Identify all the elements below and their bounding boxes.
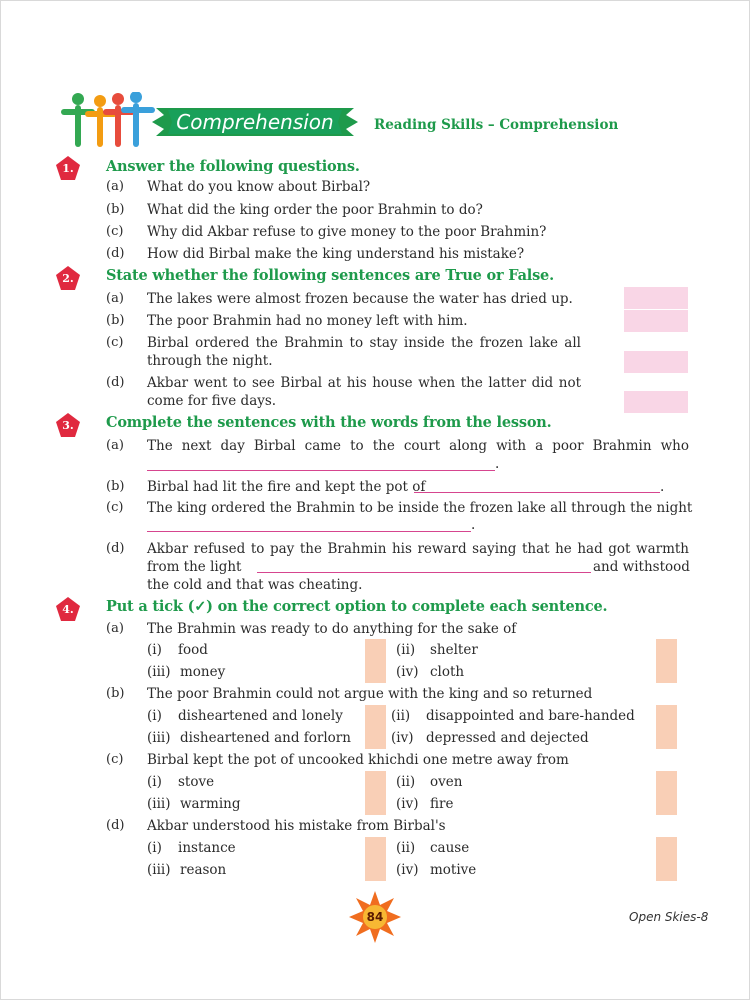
item-label: (c) bbox=[106, 335, 124, 350]
page-number: 84 bbox=[366, 910, 384, 924]
sentence-text-cont: and withstood bbox=[593, 559, 690, 575]
tick-box[interactable] bbox=[656, 837, 677, 859]
section-heading: State whether the following sentences are True or False. bbox=[106, 267, 554, 284]
item-label: (b) bbox=[106, 202, 125, 217]
option-number: (iii) bbox=[147, 862, 171, 878]
banner-title: Comprehension bbox=[176, 110, 334, 134]
true-false-answer-box[interactable] bbox=[624, 287, 688, 309]
item-label: (c) bbox=[106, 224, 124, 239]
item-label: (a) bbox=[106, 291, 124, 306]
statement-text: Akbar went to see Birbal at his house when the latter did not bbox=[147, 375, 581, 391]
question-number: 1. bbox=[62, 162, 74, 175]
section-heading: Complete the sentences with the words from the lesson. bbox=[106, 414, 552, 431]
question-number: 2. bbox=[62, 272, 74, 285]
item-label: (c) bbox=[106, 752, 124, 767]
question-text: The Brahmin was ready to do anything for the sake of bbox=[147, 621, 517, 637]
option-number: (iv) bbox=[396, 862, 419, 878]
comprehension-banner bbox=[150, 104, 360, 140]
tick-box[interactable] bbox=[365, 859, 386, 881]
question-text: The poor Brahmin could not argue with the king and so returned bbox=[147, 686, 593, 702]
tick-box[interactable] bbox=[656, 859, 677, 881]
sentence-text: The king ordered the Brahmin to be inside the frozen lake all through the night bbox=[147, 500, 693, 516]
option-text: fire bbox=[430, 796, 454, 812]
tick-box[interactable] bbox=[656, 639, 677, 661]
option-number: (i) bbox=[147, 840, 162, 856]
question-number-badge bbox=[55, 265, 81, 291]
section-heading: Put a tick (✓) on the correct option to complete each sentence. bbox=[106, 598, 608, 615]
tick-box[interactable] bbox=[365, 727, 386, 749]
option-number: (iv) bbox=[396, 796, 419, 812]
option-text: cloth bbox=[430, 664, 465, 680]
option-text: food bbox=[178, 642, 208, 658]
option-text: motive bbox=[430, 862, 477, 878]
item-label: (a) bbox=[106, 438, 124, 453]
statement-text-cont: come for five days. bbox=[147, 393, 277, 409]
question-number: 3. bbox=[62, 419, 74, 432]
tick-box[interactable] bbox=[656, 705, 677, 727]
item-label: (c) bbox=[106, 500, 124, 515]
option-number: (iii) bbox=[147, 730, 171, 746]
tick-box[interactable] bbox=[656, 661, 677, 683]
option-text: depressed and dejected bbox=[426, 730, 589, 746]
option-text: disheartened and forlorn bbox=[180, 730, 351, 746]
option-text: warming bbox=[180, 796, 241, 812]
question-text: Birbal kept the pot of uncooked khichdi one metre away from bbox=[147, 752, 569, 768]
option-number: (ii) bbox=[396, 840, 416, 856]
tick-box[interactable] bbox=[365, 771, 386, 793]
option-text: disappointed and bare-handed bbox=[426, 708, 635, 724]
item-label: (d) bbox=[106, 818, 125, 833]
statement-text: The poor Brahmin had no money left with him. bbox=[147, 313, 468, 329]
question-number-badge bbox=[55, 155, 81, 181]
option-text: reason bbox=[180, 862, 227, 878]
option-number: (iv) bbox=[391, 730, 414, 746]
option-number: (ii) bbox=[396, 642, 416, 658]
true-false-answer-box[interactable] bbox=[624, 351, 688, 373]
item-label: (d) bbox=[106, 375, 125, 390]
book-series-title: Open Skies-8 bbox=[629, 910, 709, 924]
sentence-text: Birbal had lit the fire and kept the pot of bbox=[147, 479, 426, 495]
tick-box[interactable] bbox=[656, 771, 677, 793]
tick-box[interactable] bbox=[365, 639, 386, 661]
fill-in-blank[interactable] bbox=[147, 470, 495, 471]
sentence-text-cont: from the light bbox=[147, 559, 242, 575]
section-heading: Answer the following questions. bbox=[106, 158, 360, 175]
item-label: (a) bbox=[106, 621, 124, 636]
page-number-badge bbox=[348, 890, 402, 944]
tick-box[interactable] bbox=[656, 793, 677, 815]
true-false-answer-box[interactable] bbox=[624, 391, 688, 413]
option-text: money bbox=[180, 664, 226, 680]
sentence-text: The next day Birbal came to the court along with a poor Brahmin who bbox=[147, 438, 689, 454]
option-text: disheartened and lonely bbox=[178, 708, 343, 724]
fill-in-blank[interactable] bbox=[257, 572, 591, 573]
tick-box[interactable] bbox=[365, 661, 386, 683]
item-label: (d) bbox=[106, 246, 125, 261]
item-label: (a) bbox=[106, 179, 124, 194]
option-text: instance bbox=[178, 840, 236, 856]
option-text: shelter bbox=[430, 642, 478, 658]
question-number: 4. bbox=[62, 603, 74, 616]
fill-in-blank[interactable] bbox=[147, 531, 471, 532]
question-number-badge bbox=[55, 412, 81, 438]
question-text: How did Birbal make the king understand his mistake? bbox=[147, 246, 525, 262]
option-text: cause bbox=[430, 840, 470, 856]
item-label: (d) bbox=[106, 541, 125, 556]
fill-in-blank[interactable] bbox=[414, 492, 660, 493]
item-label: (b) bbox=[106, 479, 125, 494]
true-false-answer-box[interactable] bbox=[624, 310, 688, 332]
option-number: (iii) bbox=[147, 664, 171, 680]
tick-box[interactable] bbox=[656, 727, 677, 749]
item-label: (b) bbox=[106, 313, 125, 328]
option-number: (i) bbox=[147, 708, 162, 724]
question-number-badge bbox=[55, 596, 81, 622]
question-text: What do you know about Birbal? bbox=[147, 179, 371, 195]
option-number: (iv) bbox=[396, 664, 419, 680]
section-subtitle: Reading Skills – Comprehension bbox=[374, 117, 619, 133]
sentence-end: . bbox=[495, 456, 500, 472]
item-label: (b) bbox=[106, 686, 125, 701]
children-logo-icon bbox=[60, 92, 156, 148]
statement-text-cont: through the night. bbox=[147, 353, 273, 369]
sentence-text-cont: the cold and that was cheating. bbox=[147, 577, 363, 593]
option-text: stove bbox=[178, 774, 215, 790]
sentence-text: Akbar refused to pay the Brahmin his reward saying that he had got warmth bbox=[147, 541, 689, 557]
option-number: (i) bbox=[147, 642, 162, 658]
statement-text: The lakes were almost frozen because the water has dried up. bbox=[147, 291, 573, 307]
tick-box[interactable] bbox=[365, 837, 386, 859]
statement-text: Birbal ordered the Brahmin to stay inside the frozen lake all bbox=[147, 335, 581, 351]
question-text: Akbar understood his mistake from Birbal's bbox=[147, 818, 446, 834]
option-number: (iii) bbox=[147, 796, 171, 812]
option-number: (i) bbox=[147, 774, 162, 790]
question-text: Why did Akbar refuse to give money to the poor Brahmin? bbox=[147, 224, 547, 240]
sentence-end: . bbox=[471, 517, 476, 533]
option-text: oven bbox=[430, 774, 463, 790]
option-number: (ii) bbox=[396, 774, 416, 790]
tick-box[interactable] bbox=[365, 705, 386, 727]
tick-box[interactable] bbox=[365, 793, 386, 815]
option-number: (ii) bbox=[391, 708, 411, 724]
sentence-end: . bbox=[660, 479, 665, 495]
question-text: What did the king order the poor Brahmin to do? bbox=[147, 202, 483, 218]
